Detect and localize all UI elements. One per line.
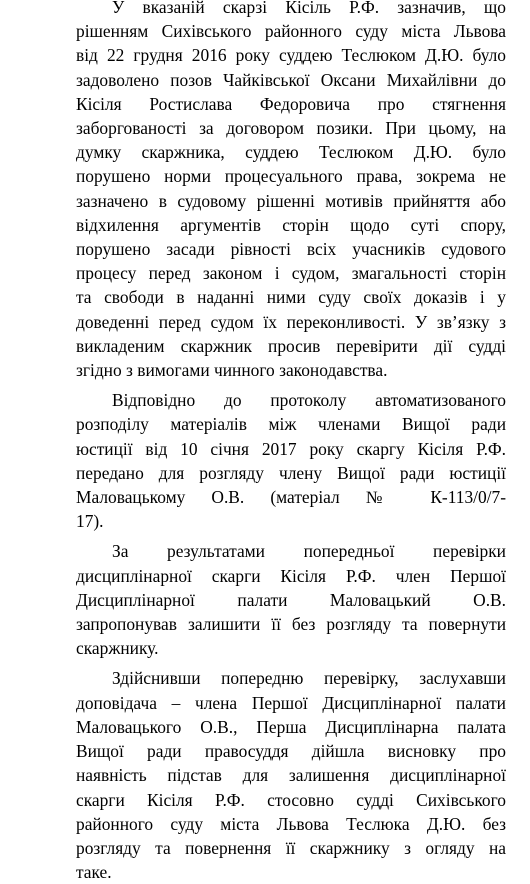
text-line: розгляду та повернення її скаржнику з огляду на [76, 837, 506, 858]
text-line: порушено норми процесуального права, зокрема не [76, 166, 506, 187]
text-line: згідно з вимогами чинного законодавства. [76, 360, 388, 381]
text-line: Дисциплінарної палати Маловацький О.В. [76, 589, 506, 610]
paragraph-preliminary-check [76, 539, 506, 660]
text-line: та свободи в наданні ними суду своїх доказів і у [76, 287, 506, 308]
text-line: викладеним скаржник просив перевірити дії судді [76, 335, 506, 356]
text-line: таке. [76, 862, 112, 883]
text-line: 17). [76, 511, 104, 532]
text-line: Маловацького О.В., Перша Дисциплінарна палата [76, 716, 506, 737]
text-line: розподілу матеріалів між членами Вищої ради [76, 414, 506, 435]
text-line: запропонував залишити її без розгляду та повернути [76, 614, 506, 635]
text-line: заборгованості за договором позики. При цьому, на [76, 118, 506, 139]
document-page [76, 0, 506, 883]
paragraph-distribution-protocol [76, 388, 506, 533]
text-line: дисциплінарної скарги Кісіля Р.Ф. член Першої [76, 565, 506, 586]
text-line: районного суду міста Львова Теслюка Д.Ю. без [76, 813, 506, 834]
text-line: Здійснивши попередню перевірку, заслухавши [112, 668, 506, 689]
text-line: задоволено позов Чайківської Оксани Михайлівни до [76, 69, 506, 90]
text-line: скаржнику. [76, 638, 159, 659]
text-line: передано для розгляду члену Вищої ради юстиції [76, 462, 506, 483]
paragraph-complaint-summary [76, 0, 506, 382]
text-line: У вказаній скарзі Кісіль Р.Ф. зазначив, що [112, 0, 506, 17]
text-line: скарги Кісіля Р.Ф. стосовно судді Сихівського [76, 789, 506, 810]
text-line: За результатами попередньої перевірки [112, 541, 506, 562]
text-line: порушено засади рівності всіх учасників судового [76, 239, 506, 260]
text-line: доповідача – члена Першої Дисциплінарної палати [76, 692, 506, 713]
text-line: зазначено в судовому рішенні мотивів прийняття або [76, 190, 506, 211]
text-line: юстиції від 10 січня 2017 року скаргу Кісіля Р.Ф. [76, 438, 506, 459]
text-line: рішенням Сихівського районного суду міста Львова [76, 21, 506, 42]
text-line: процесу перед законом і судом, змагальності сторін [76, 263, 506, 284]
text-line: Маловацькому О.В. (матеріал № К-113/0/7- [76, 487, 506, 508]
text-line: доведенні перед судом їх переконливості. У зв’язку з [76, 311, 506, 332]
text-line: Відповідно до протоколу автоматизованого [112, 390, 506, 411]
text-line: відхилення аргументів сторін щодо суті спору, [76, 214, 506, 235]
text-line: Кісіля Ростислава Федоровича про стягнення [76, 93, 506, 114]
text-line: наявність підстав для залишення дисциплінарної [76, 765, 506, 786]
text-line: від 22 грудня 2016 року суддею Теслюком Д.Ю. було [76, 45, 506, 66]
text-line: думку скаржника, суддею Теслюком Д.Ю. було [76, 142, 506, 163]
text-line: Вищої ради правосуддя дійшла висновку про [76, 741, 506, 762]
paragraph-chamber-conclusion [76, 666, 506, 884]
